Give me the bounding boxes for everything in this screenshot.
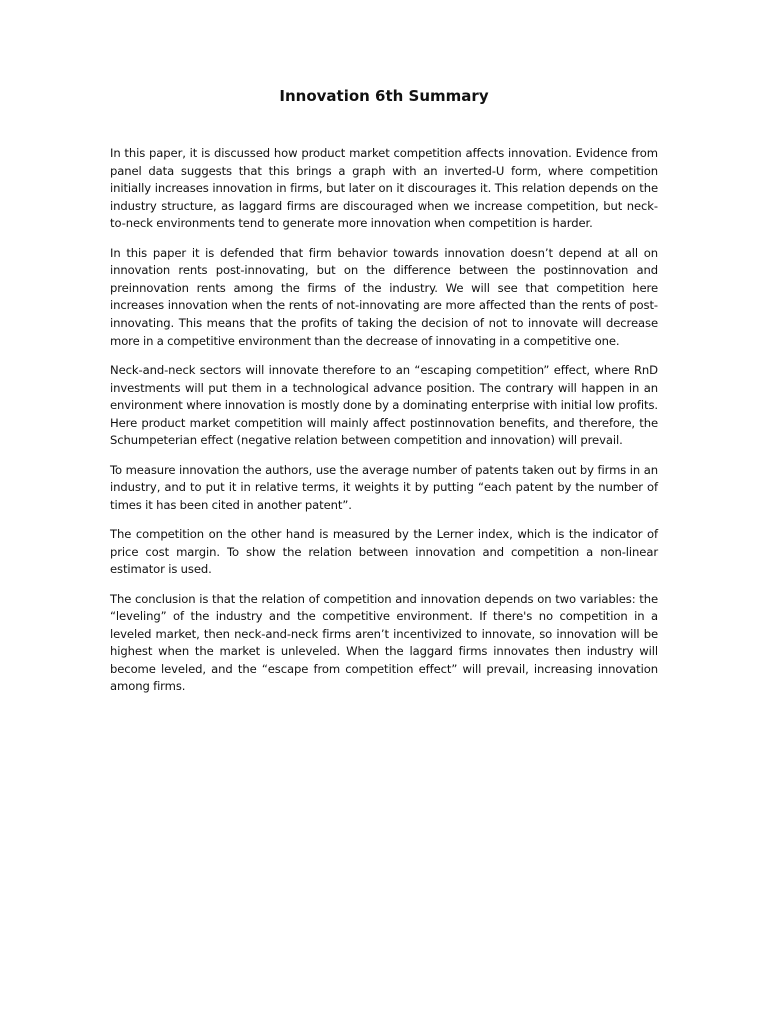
paragraph-3: Neck-and-neck sectors will innovate therefore to an “escaping competition” effect, where RnD investments will put them in a technological advance position. The contrary will happen in an environment where innovation is mostly done by a dominating enterprise with initial low profits. Here product market competition will mainly affect postinnovation benefits, and therefore, the Schumpeterian effect (negative relation between competition and innovation) will prevail. [110,362,658,448]
paragraph-4: To measure innovation the authors, use the average number of patents taken out by firms in an industry, and to put it in relative terms, it weights it by putting “each patent by the number of times it has been cited in another patent”. [110,462,658,512]
paragraph-5: The competition on the other hand is measured by the Lerner index, which is the indicator of price cost margin. To show the relation between innovation and competition a non-linear estimator is used. [110,527,658,577]
paragraph-1: In this paper, it is discussed how product market competition affects innovation. Evidence from panel data suggests that this brings a graph with an inverted-U form, where competition initially increases innovation in firms, but later on it discourages it. This relation depends on the industry structure, as laggard firms are discouraged when we increase competition, but neck-to-neck environments tend to generate more innovation when competition is harder. [110,146,658,231]
paragraph-2: In this paper it is defended that firm behavior towards innovation doesn’t depend at all on innovation rents post-innovating, but on the difference between the postinnovation and preinnovation rents among the firms of the industry. We will see that competition here increases innovation when the rents of not-innovating are more affected than the rents of post-innovating. This means that the profits of taking the decision of not to innovate will decrease more in a competitive environment than the decrease of innovating in a competitive one. [110,245,658,348]
paragraph-6: The conclusion is that the relation of competition and innovation depends on two variables: the “leveling” of the industry and the competitive environment. If there's no competition in a leveled market, then neck-and-neck firms aren’t incentivized to innovate, so innovation will be highest when the market is unleveled. When the laggard firms innovates then industry will become leveled, and the “escape from competition effect” will prevail, increasing innovation among firms. [110,591,658,694]
document-body [110,145,658,708]
document-title: Innovation 6th Summary [279,87,489,105]
